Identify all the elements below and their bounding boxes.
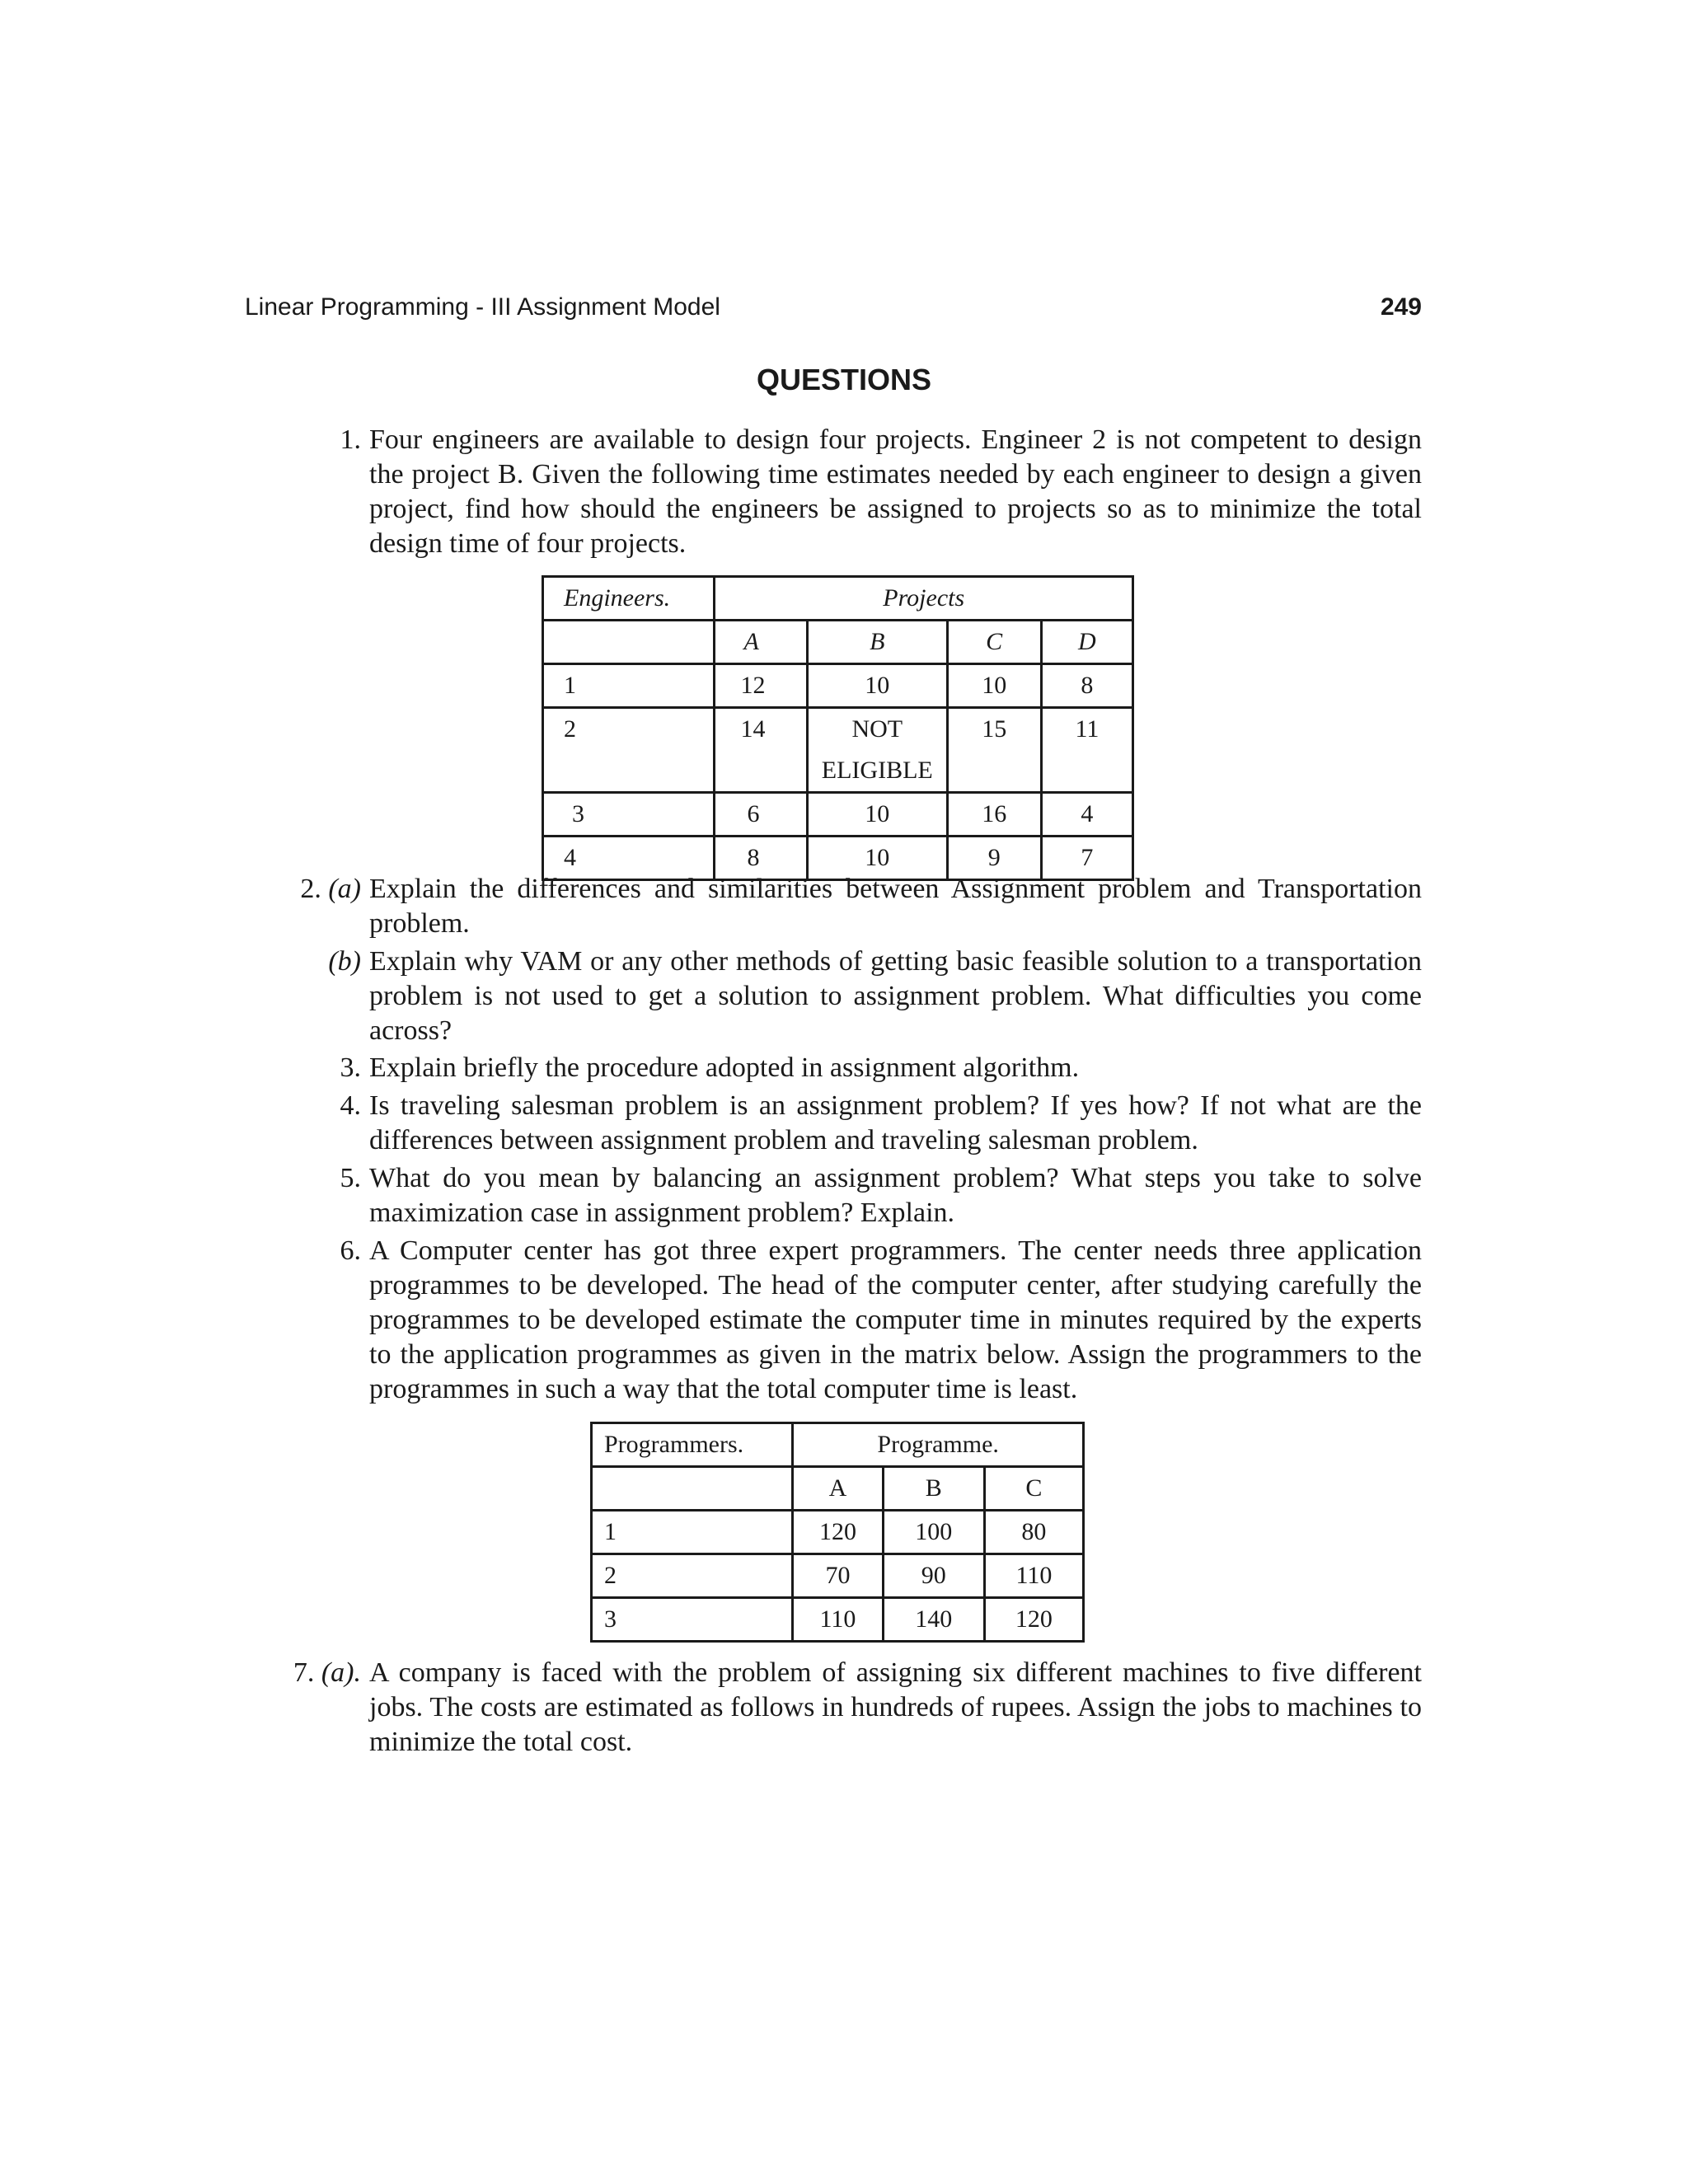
question-6 [340,1234,1422,1407]
section-title: QUESTIONS [756,363,932,396]
row-header-cell: Engineers. [543,577,715,621]
table-cell: 10 [807,793,947,837]
table-cell: 80 [984,1511,1083,1554]
row-header-cell: Programmers. [592,1423,793,1467]
table-cell: 120 [793,1511,883,1554]
table-row [543,708,1133,793]
question-number: 4. [340,1090,361,1121]
page-number: 249 [1380,293,1422,321]
question-7a [293,1656,1422,1760]
question-1 [340,423,1422,561]
column-header: C [947,621,1041,664]
table-cell-not-eligible [807,708,947,793]
table-cell: 8 [1041,664,1132,708]
table-row [592,1511,1084,1554]
column-header: A [793,1467,883,1511]
table-cell: 15 [947,708,1041,793]
question-number: 7. (a). [293,1657,361,1688]
column-header: B [883,1467,984,1511]
table-cell: 12 [715,664,807,708]
question-number: 1. [340,424,361,455]
question-number: 6. [340,1235,361,1266]
row-label: 3 [592,1598,793,1642]
question-number: 2. (a) [300,874,361,904]
table-row [543,793,1133,837]
table-cell: 6 [715,793,807,837]
page-header [245,293,1422,330]
question-text: A company is faced with the problem of assigning six different machines to five different jobs. The costs are estimated as follows in hundreds of rupees. Assign the jobs to machines to minimize the total cost. [369,1657,1422,1757]
table-row [592,1598,1084,1642]
row-label: 4 [543,837,715,880]
table-cell: 100 [883,1511,984,1554]
table-column-row [543,621,1133,664]
question-part: (b) [328,946,361,977]
row-label: 2 [543,708,715,793]
question-text: Explain briefly the procedure adopted in assignment algorithm. [369,1052,1080,1083]
column-group-header: Projects [715,577,1133,621]
table-column-row [592,1467,1084,1511]
table-cell: 8 [715,837,807,880]
column-header: B [807,621,947,664]
table-cell: 70 [793,1554,883,1598]
table-cell: 9 [947,837,1041,880]
table-cell: 16 [947,793,1041,837]
table-cell: 110 [793,1598,883,1642]
table-cell: 10 [807,664,947,708]
programmers-table [590,1422,1085,1643]
row-label: 1 [592,1511,793,1554]
question-4 [340,1089,1422,1158]
table-row [543,664,1133,708]
column-header: D [1041,621,1132,664]
not-eligible-line-2: ELIGIBLE [821,757,933,784]
question-3 [340,1051,1422,1085]
table-cell [543,621,715,664]
question-text: Explain why VAM or any other methods of getting basic feasible solution to a transportation problem is not used to get a solution to assignment problem. What difficulties you come across? [369,946,1422,1046]
table-cell [592,1467,793,1511]
question-2b [328,944,1422,1048]
question-number: 3. [340,1052,361,1083]
table-header-row [543,577,1133,621]
column-header: A [715,621,807,664]
table-header-row [592,1423,1084,1467]
question-text: Is traveling salesman problem is an assignment problem? If yes how? If not what are the differences between assignment problem and traveling salesman problem. [369,1090,1422,1155]
table-cell: 120 [984,1598,1083,1642]
row-label: 1 [543,664,715,708]
table-cell: 10 [807,837,947,880]
question-text: Explain the differences and similarities between Assignment problem and Transportation problem. [369,874,1422,939]
not-eligible-line-1: NOT [851,715,903,743]
question-number: 5. [340,1163,361,1193]
table-cell: 10 [947,664,1041,708]
question-text: What do you mean by balancing an assignment problem? What steps you take to solve maximization case in assignment problem? Explain. [369,1163,1422,1228]
question-2a [300,872,1422,941]
table-cell: 11 [1041,708,1132,793]
question-text: Four engineers are available to design four projects. Engineer 2 is not competent to design the project B. Given the following time estimates needed by each engineer to design a given project, find how should the engineers be assigned to projects so as to minimize the total design time of four projects. [369,424,1422,559]
question-text: A Computer center has got three expert programmers. The center needs three application programmes to be developed. The head of the computer center, after studying carefully the programmes to be developed estimate the computer time in minutes required by the experts to the application programmes as given in the matrix below. Assign the programmers to the programmes in such a way that the total computer time is least. [369,1235,1422,1404]
row-label: 3 [543,793,715,837]
table-cell: 140 [883,1598,984,1642]
table-cell: 14 [715,708,807,793]
running-title: Linear Programming - III Assignment Model [245,293,720,321]
question-5 [340,1161,1422,1230]
engineers-projects-table [542,575,1134,881]
column-group-header: Programme. [793,1423,1084,1467]
table-cell: 4 [1041,793,1132,837]
table-row [592,1554,1084,1598]
table-cell: 90 [883,1554,984,1598]
table-cell: 7 [1041,837,1132,880]
table-cell: 110 [984,1554,1083,1598]
column-header: C [984,1467,1083,1511]
row-label: 2 [592,1554,793,1598]
